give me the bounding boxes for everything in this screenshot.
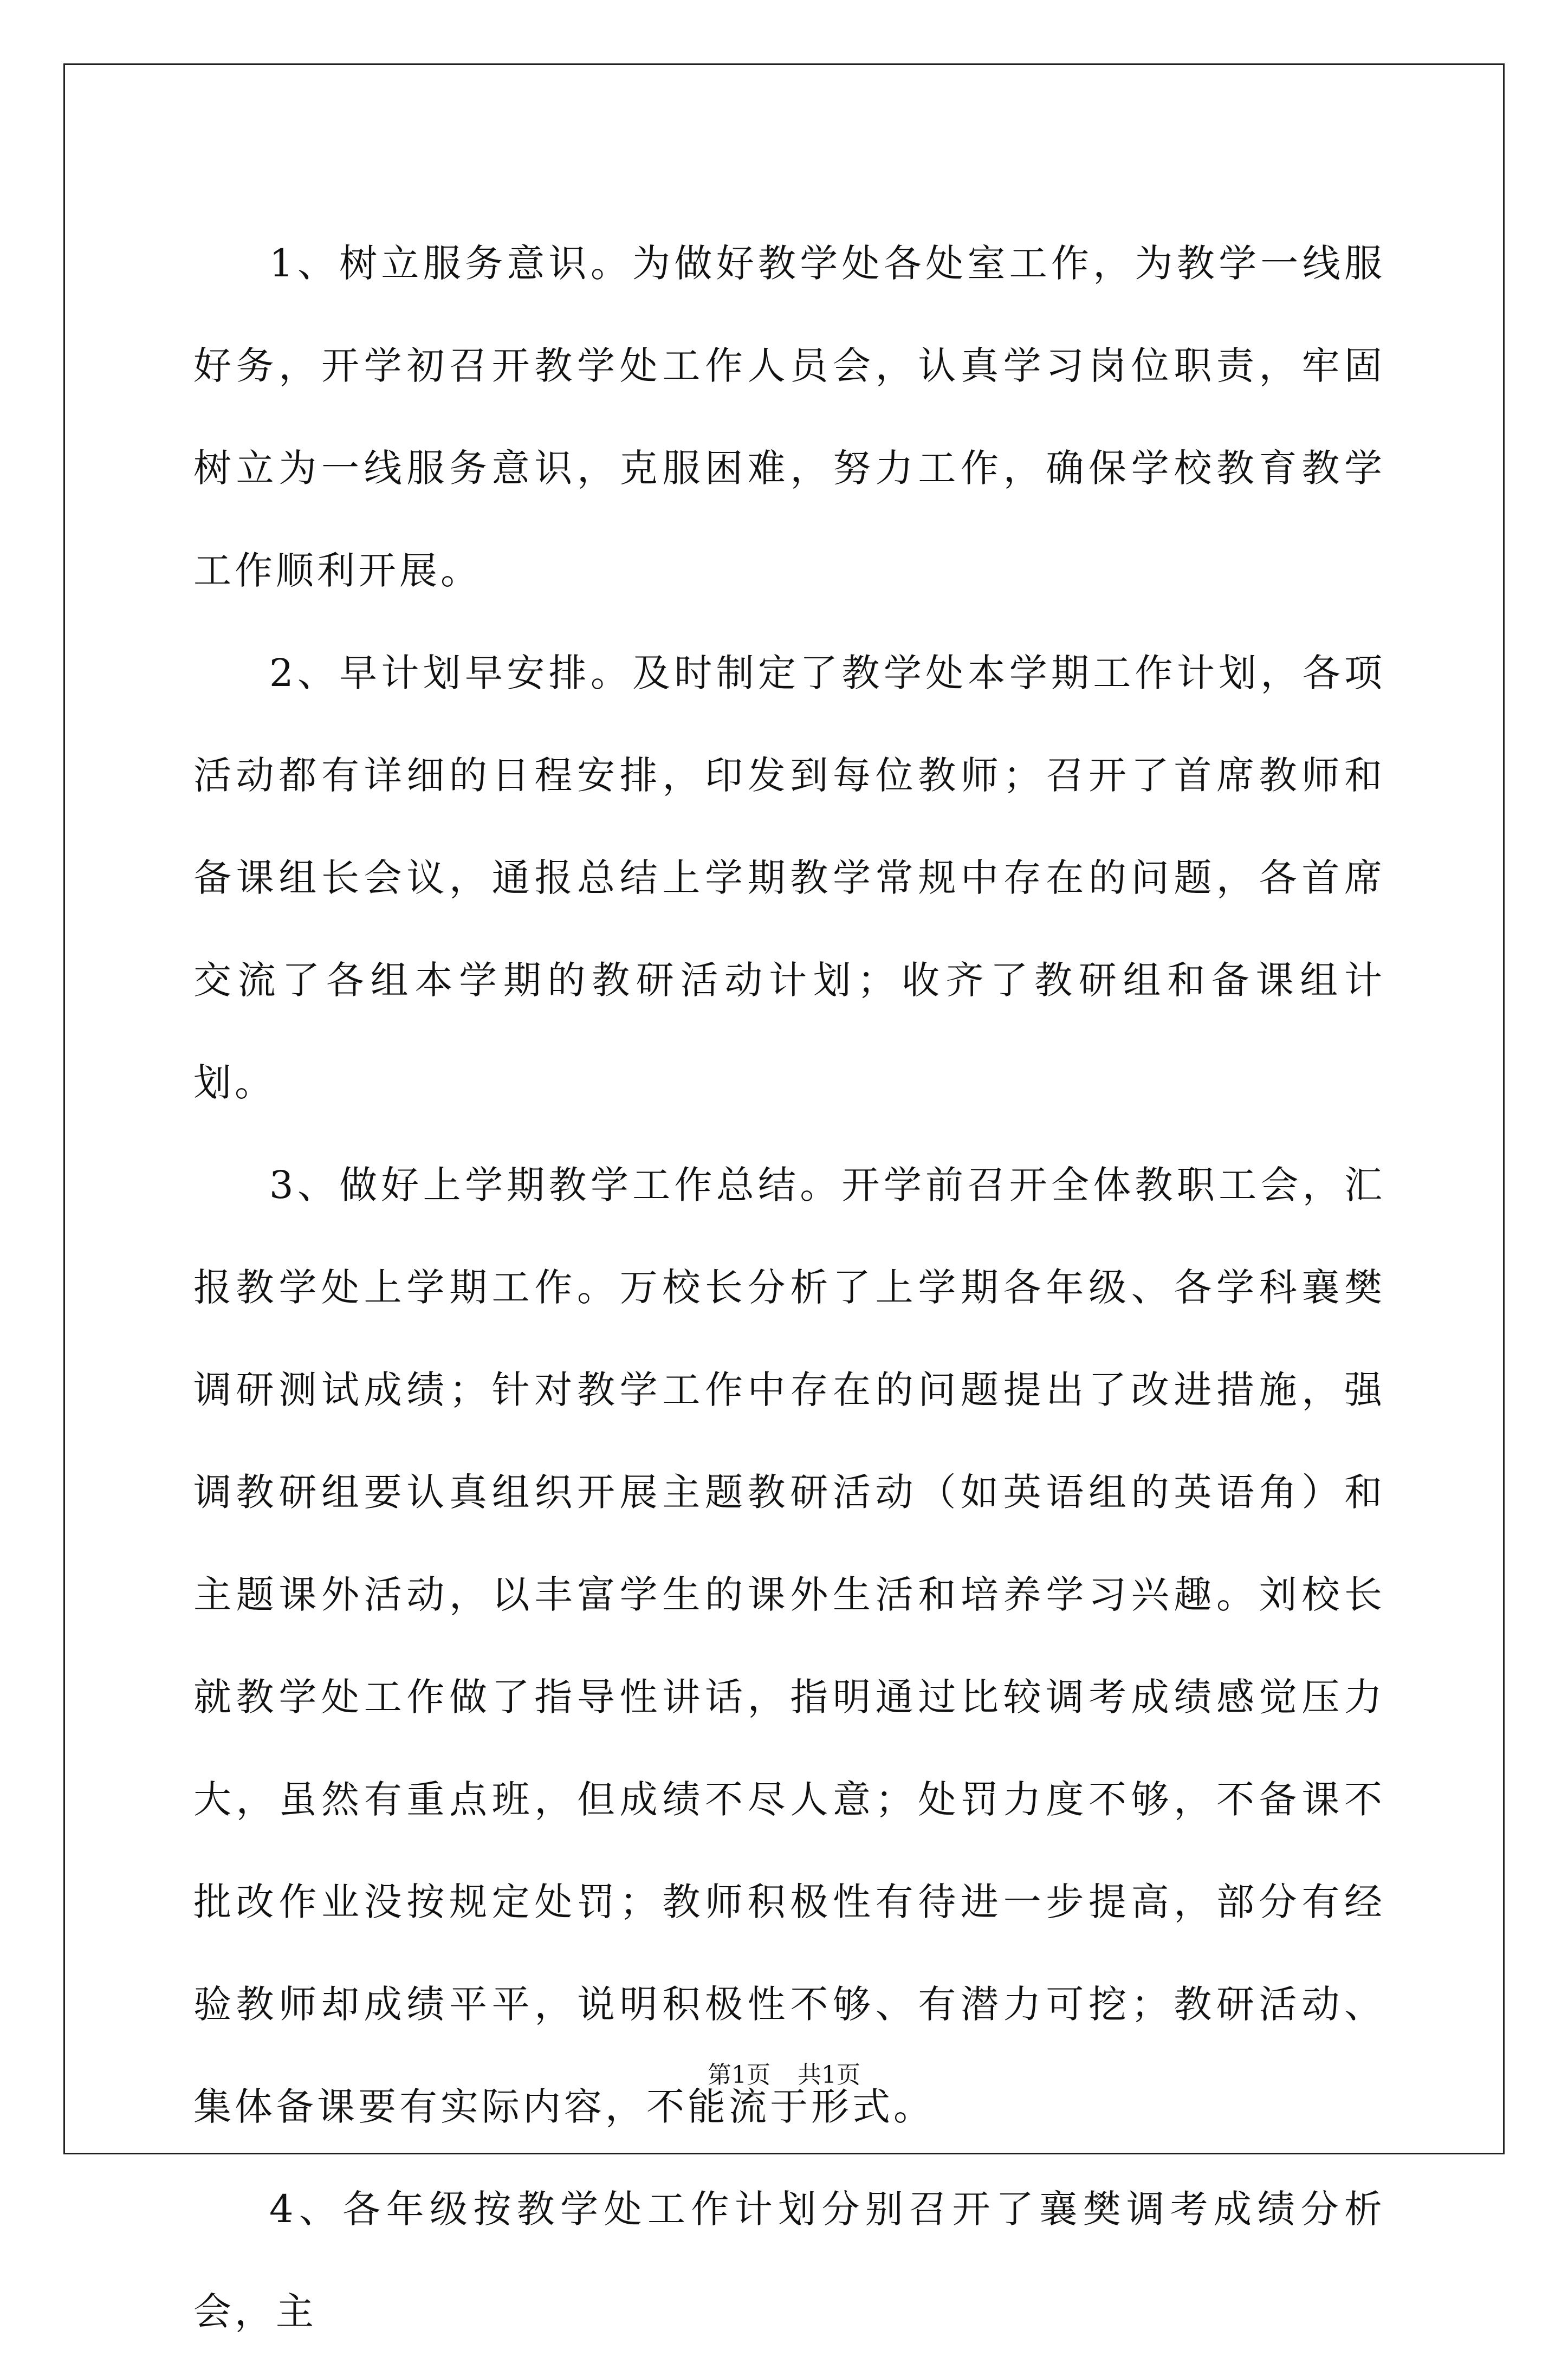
paragraph-3: 3、做好上学期教学工作总结。开学前召开全体教职工会，汇报教学处上学期工作。万校长分析了上学期各年级、各学科襄樊调研测试成绩；针对教学工作中存在的问题提出了改进措施，强调教研组要认真组织开展主题教研活动（如英语组的英语角）和主题课外活动，以丰富学生的课外生活和培养学习兴趣。刘校长就教学处工作做了指导性讲话，指明通过比较调考成绩感觉压力大，虽然有重点班，但成绩不尽人意；处罚力度不够，不备课不批改作业没按规定处罚；教师积极性有待进一步提高，部分有经验教师却成绩平平，说明积极性不够、有潜力可挖；教研活动、集体备课要有实际内容，不能流于形式。 (193, 1163, 1385, 2129)
paragraph-4: 4、各年级按教学处工作计划分别召开了襄樊调考成绩分析会，主 (193, 2187, 1385, 2334)
paragraph-1: 1、树立服务意识。为做好教学处各处室工作，为教学一线服好务，开学初召开教学处工作人员会，认真学习岗位职责，牢固树立为一线服务意识，克服困难，努力工作，确保学校教育教学工作顺利开展。 (193, 241, 1385, 593)
page-number: 第1页 (708, 2061, 770, 2089)
document-body (193, 212, 1385, 2363)
page-total: 共1页 (798, 2061, 860, 2089)
page-footer (0, 2059, 1568, 2092)
paragraph-2: 2、早计划早安排。及时制定了教学处本学期工作计划，各项活动都有详细的日程安排，印发到每位教师；召开了首席教师和备课组长会议，通报总结上学期教学常规中存在的问题，各首席交流了各组本学期的教研活动计划；收齐了教研组和备课组计划。 (193, 651, 1385, 1105)
